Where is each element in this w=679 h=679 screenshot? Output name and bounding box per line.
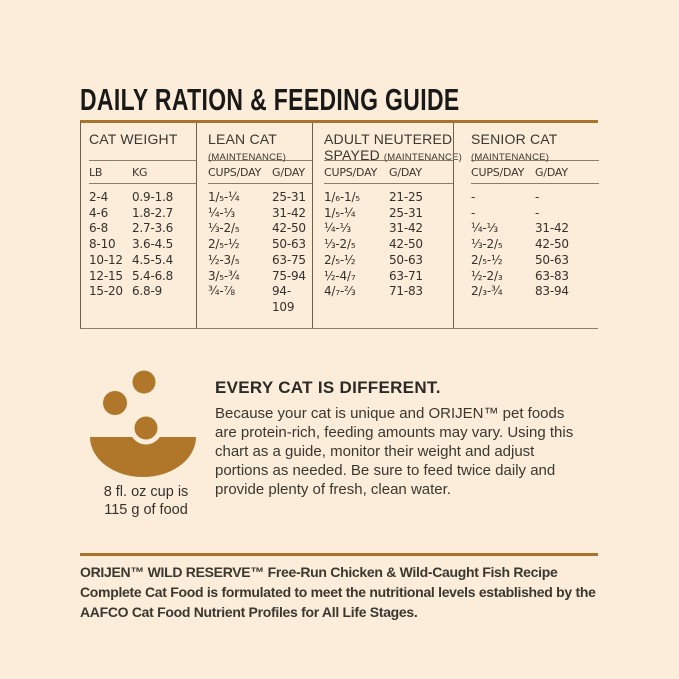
food-bowl-with-kibble-icon	[88, 368, 200, 480]
table-row: 1/₅-¼ 25-31	[208, 190, 306, 204]
table-row: ⅓-2/₅ 42-50	[471, 237, 569, 252]
table-row: ¼-⅓ 31-42	[471, 221, 569, 236]
table-row: - -	[471, 190, 540, 204]
column-header: LEAN CAT (MAINTENANCE)	[208, 123, 312, 161]
table-row: 2/₃-¾ 83-94	[471, 284, 569, 299]
column-header: SENIOR CAT (MAINTENANCE)	[471, 123, 599, 161]
table-row: 15-20 6.8-9	[89, 284, 163, 299]
table-row: 1/₆-1/₅ 21-25	[324, 190, 423, 204]
column-data	[324, 184, 453, 328]
table-row: 3/₅-¾ 75-94	[208, 268, 306, 283]
table-column-lean-cat	[196, 123, 312, 328]
column-subheader: LB KG	[89, 161, 196, 184]
table-row: 6-8 2.7-3.6	[89, 221, 174, 236]
table-column-senior-cat	[453, 123, 599, 328]
column-subheader: CUPS/DAY G/DAY	[208, 161, 312, 184]
table-row: 1/₅-¼ 25-31	[324, 205, 423, 220]
column-data	[471, 184, 599, 328]
table-row: ⅓-2/₅ 42-50	[324, 237, 423, 252]
cup-measure-note: 8 fl. oz cup is 115 g of food	[103, 484, 189, 518]
table-row: ½-4/₇ 63-71	[324, 268, 423, 283]
table-column-adult-neutered-spayed	[312, 123, 462, 328]
column-data	[208, 184, 312, 328]
table-row: ¾-⅞ 94-109	[208, 284, 295, 314]
table-row: - -	[471, 205, 540, 220]
column-header: ADULT NEUTERED SPAYED (MAINTENANCE)	[324, 123, 453, 161]
table-column-cat-weight	[81, 123, 196, 328]
table-row: 4/₇-⅔ 71-83	[324, 284, 423, 299]
table-row: 12-15 5.4-6.8	[89, 268, 174, 283]
table-row: 8-10 3.6-4.5	[89, 237, 174, 252]
table-row: 2/₅-½ 50-63	[471, 252, 569, 267]
info-heading: EVERY CAT IS DIFFERENT.	[215, 378, 441, 397]
footer-divider	[80, 553, 598, 556]
column-subheader: CUPS/DAY G/DAY	[324, 161, 453, 184]
table-row: 2-4 0.9-1.8	[89, 190, 174, 204]
table-row: ½-3/₅ 63-75	[208, 252, 306, 267]
table-row: ¼-⅓ 31-42	[324, 221, 423, 236]
table-row: 2/₅-½ 50-63	[324, 252, 423, 267]
table-row: 2/₅-½ 50-63	[208, 237, 306, 252]
table-row: 4-6 1.8-2.7	[89, 205, 174, 220]
table-row: ⅓-2/₅ 42-50	[208, 221, 306, 236]
column-data	[89, 184, 196, 328]
table-row: 10-12 4.5-5.4	[89, 252, 174, 267]
page-title: DAILY RATION & FEEDING GUIDE	[80, 82, 460, 117]
table-row: ¼-⅓ 31-42	[208, 205, 306, 220]
column-subheader: CUPS/DAY G/DAY	[471, 161, 599, 184]
column-header: CAT WEIGHT	[89, 123, 196, 161]
info-paragraph: Because your cat is unique and ORIJEN™ pet foods are protein-rich, feeding amounts may vary. Using this chart as a guide, monitor their weight and adjust portions as needed. Be sure to feed twice daily and provide plenty of fresh, clean water.	[215, 405, 574, 498]
aafco-statement: ORIJEN™ WILD RESERVE™ Free-Run Chicken & Wild-Caught Fish Recipe Complete Cat Food is formulated to meet the nutritional levels established by the AAFCO Cat Food Nutrient Profiles for All Life Stages.	[80, 564, 596, 620]
feeding-table	[80, 120, 598, 329]
table-row: ½-2/₃ 63-83	[471, 268, 569, 283]
